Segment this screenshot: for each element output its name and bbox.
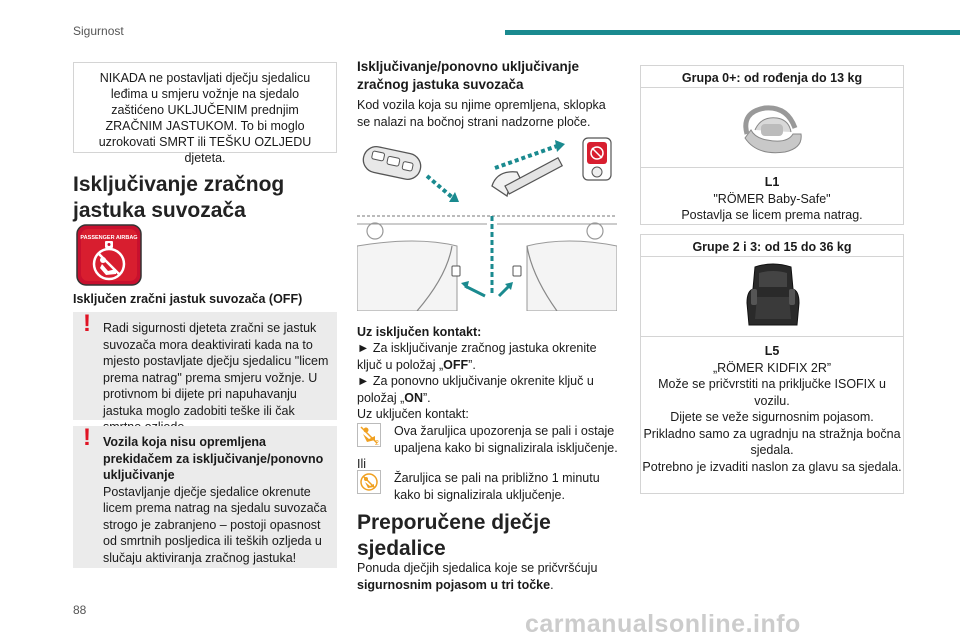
warning-exclamation-icon: ! bbox=[83, 310, 91, 337]
seat-code: L5 bbox=[764, 344, 780, 358]
step-on: ► Za ponovno uključivanje okrenite ključ u položaj „ON”. bbox=[357, 374, 594, 405]
seat-group-header: Grupa 0+: od rođenja do 13 kg bbox=[641, 66, 903, 88]
section-title-airbag-off: Isključivanje zračnog jastuka suvozača bbox=[73, 173, 285, 222]
airbag-off-lamp-icon bbox=[357, 423, 381, 447]
note-2-text bbox=[103, 434, 331, 566]
lamp-off-text: Ova žaruljica upozorenja se pali i ostaje upaljena kako bi signalizirala isključenje. bbox=[394, 424, 618, 455]
seat-table-group2-3 bbox=[640, 234, 904, 494]
watermark: carmanualsonline.info bbox=[525, 610, 801, 638]
or-label: Ili bbox=[357, 457, 367, 471]
warning-text: NIKADA ne postavljati dječju sjedalicu leđima u smjeru vožnje na sjedalo zaštićeno UKLJUČENIM prednjim ZRAČNIM JASTUKOM. To bi moglo uzrokovati SMRT ili TEŠKU OZLJEDU djeteta. bbox=[98, 71, 312, 165]
warning-box bbox=[73, 62, 337, 165]
seat-image-cell bbox=[641, 88, 903, 168]
section-title-recommended-seats: Preporučene dječje sjedalice bbox=[357, 511, 551, 560]
key-fob-icon bbox=[361, 144, 423, 181]
booster-seat-image bbox=[743, 263, 803, 331]
ignition-on-label: Uz uključen kontakt: bbox=[357, 407, 469, 421]
svg-text:2: 2 bbox=[375, 440, 379, 447]
airbag-icon-label: PASSENGER AIRBAG bbox=[80, 235, 138, 241]
lamp-on-text: Žaruljica se pali na približno 1 minutu kako bi signalizirala uključenje. bbox=[394, 471, 600, 502]
section-header: Sigurnost bbox=[73, 24, 124, 38]
seat-description: L5 „RÖMER KIDFIX 2R” Može se pričvrstiti na priključke ISOFIX u vozilu. Dijete se veže sigurnosnim pojasom. Prikladno samo za ugradnju na stražnja bočna sjedala. Potrebno je izvaditi naslon za glavu sa sjedala. bbox=[642, 344, 902, 474]
airbag-switch-illustration bbox=[357, 136, 617, 311]
note-box-1 bbox=[73, 312, 337, 420]
recommended-intro: Ponuda dječjih sjedalica koje se pričvršćuju sigurnosnim pojasom u tri točke. bbox=[357, 561, 598, 592]
note-2-body: Postavljanje dječje sjedalice okrenute licem prema natrag na sjedalu suvozača strogo je zabranjeno – postoji opasnost od smrtnih posljedica ili teških ozljeda u slučaju aktiviranja zračnog jastuka! bbox=[103, 484, 327, 565]
note-box-2 bbox=[73, 426, 337, 568]
note-1-text: Radi sigurnosti djeteta zračni se jastuk suvozača mora deaktivirati kada na to mjesto postavljate dječju sjedalicu "licem prema natrag" prema smjeru vožnje. U protivnom bi dijete pri napuhavanju jastuka moglo zadobiti teške ili čak bbox=[103, 321, 329, 418]
switch-intro: Kod vozila koja su njime opremljena, sklopka se nalazi na bočnoj strani nadzorne ploče. bbox=[357, 98, 606, 129]
airbag-on-lamp-icon bbox=[357, 470, 381, 494]
step-off: ► Za isključivanje zračnog jastuka okrenite ključ u položaj „OFF”. bbox=[357, 341, 597, 372]
note-2-title: Vozila koja nisu opremljena prekidačem za isključivanje/ponovno uključivanje bbox=[103, 435, 324, 482]
seat-table-group0 bbox=[640, 65, 904, 225]
seat-image-cell bbox=[641, 257, 903, 337]
airbag-off-icon bbox=[76, 224, 142, 286]
ignition-off-label: Uz isključen kontakt: bbox=[357, 325, 482, 339]
baby-carrier-image bbox=[737, 94, 809, 160]
seat-code: L1 bbox=[764, 175, 780, 189]
airbag-off-caption: Isključen zračni jastuk suvozača (OFF) bbox=[73, 292, 303, 306]
seat-group-header: Grupe 2 i 3: od 15 do 36 kg bbox=[641, 235, 903, 257]
seat-description: L1 "RÖMER Baby-Safe" Postavlja se licem prema natrag. bbox=[641, 168, 903, 224]
section-title-switch: Isključivanje/ponovno uključivanje zračnog jastuka suvozača bbox=[357, 59, 580, 92]
warning-exclamation-icon: ! bbox=[83, 424, 91, 451]
page-number: 88 bbox=[73, 603, 87, 617]
header-accent-bar bbox=[505, 30, 960, 35]
